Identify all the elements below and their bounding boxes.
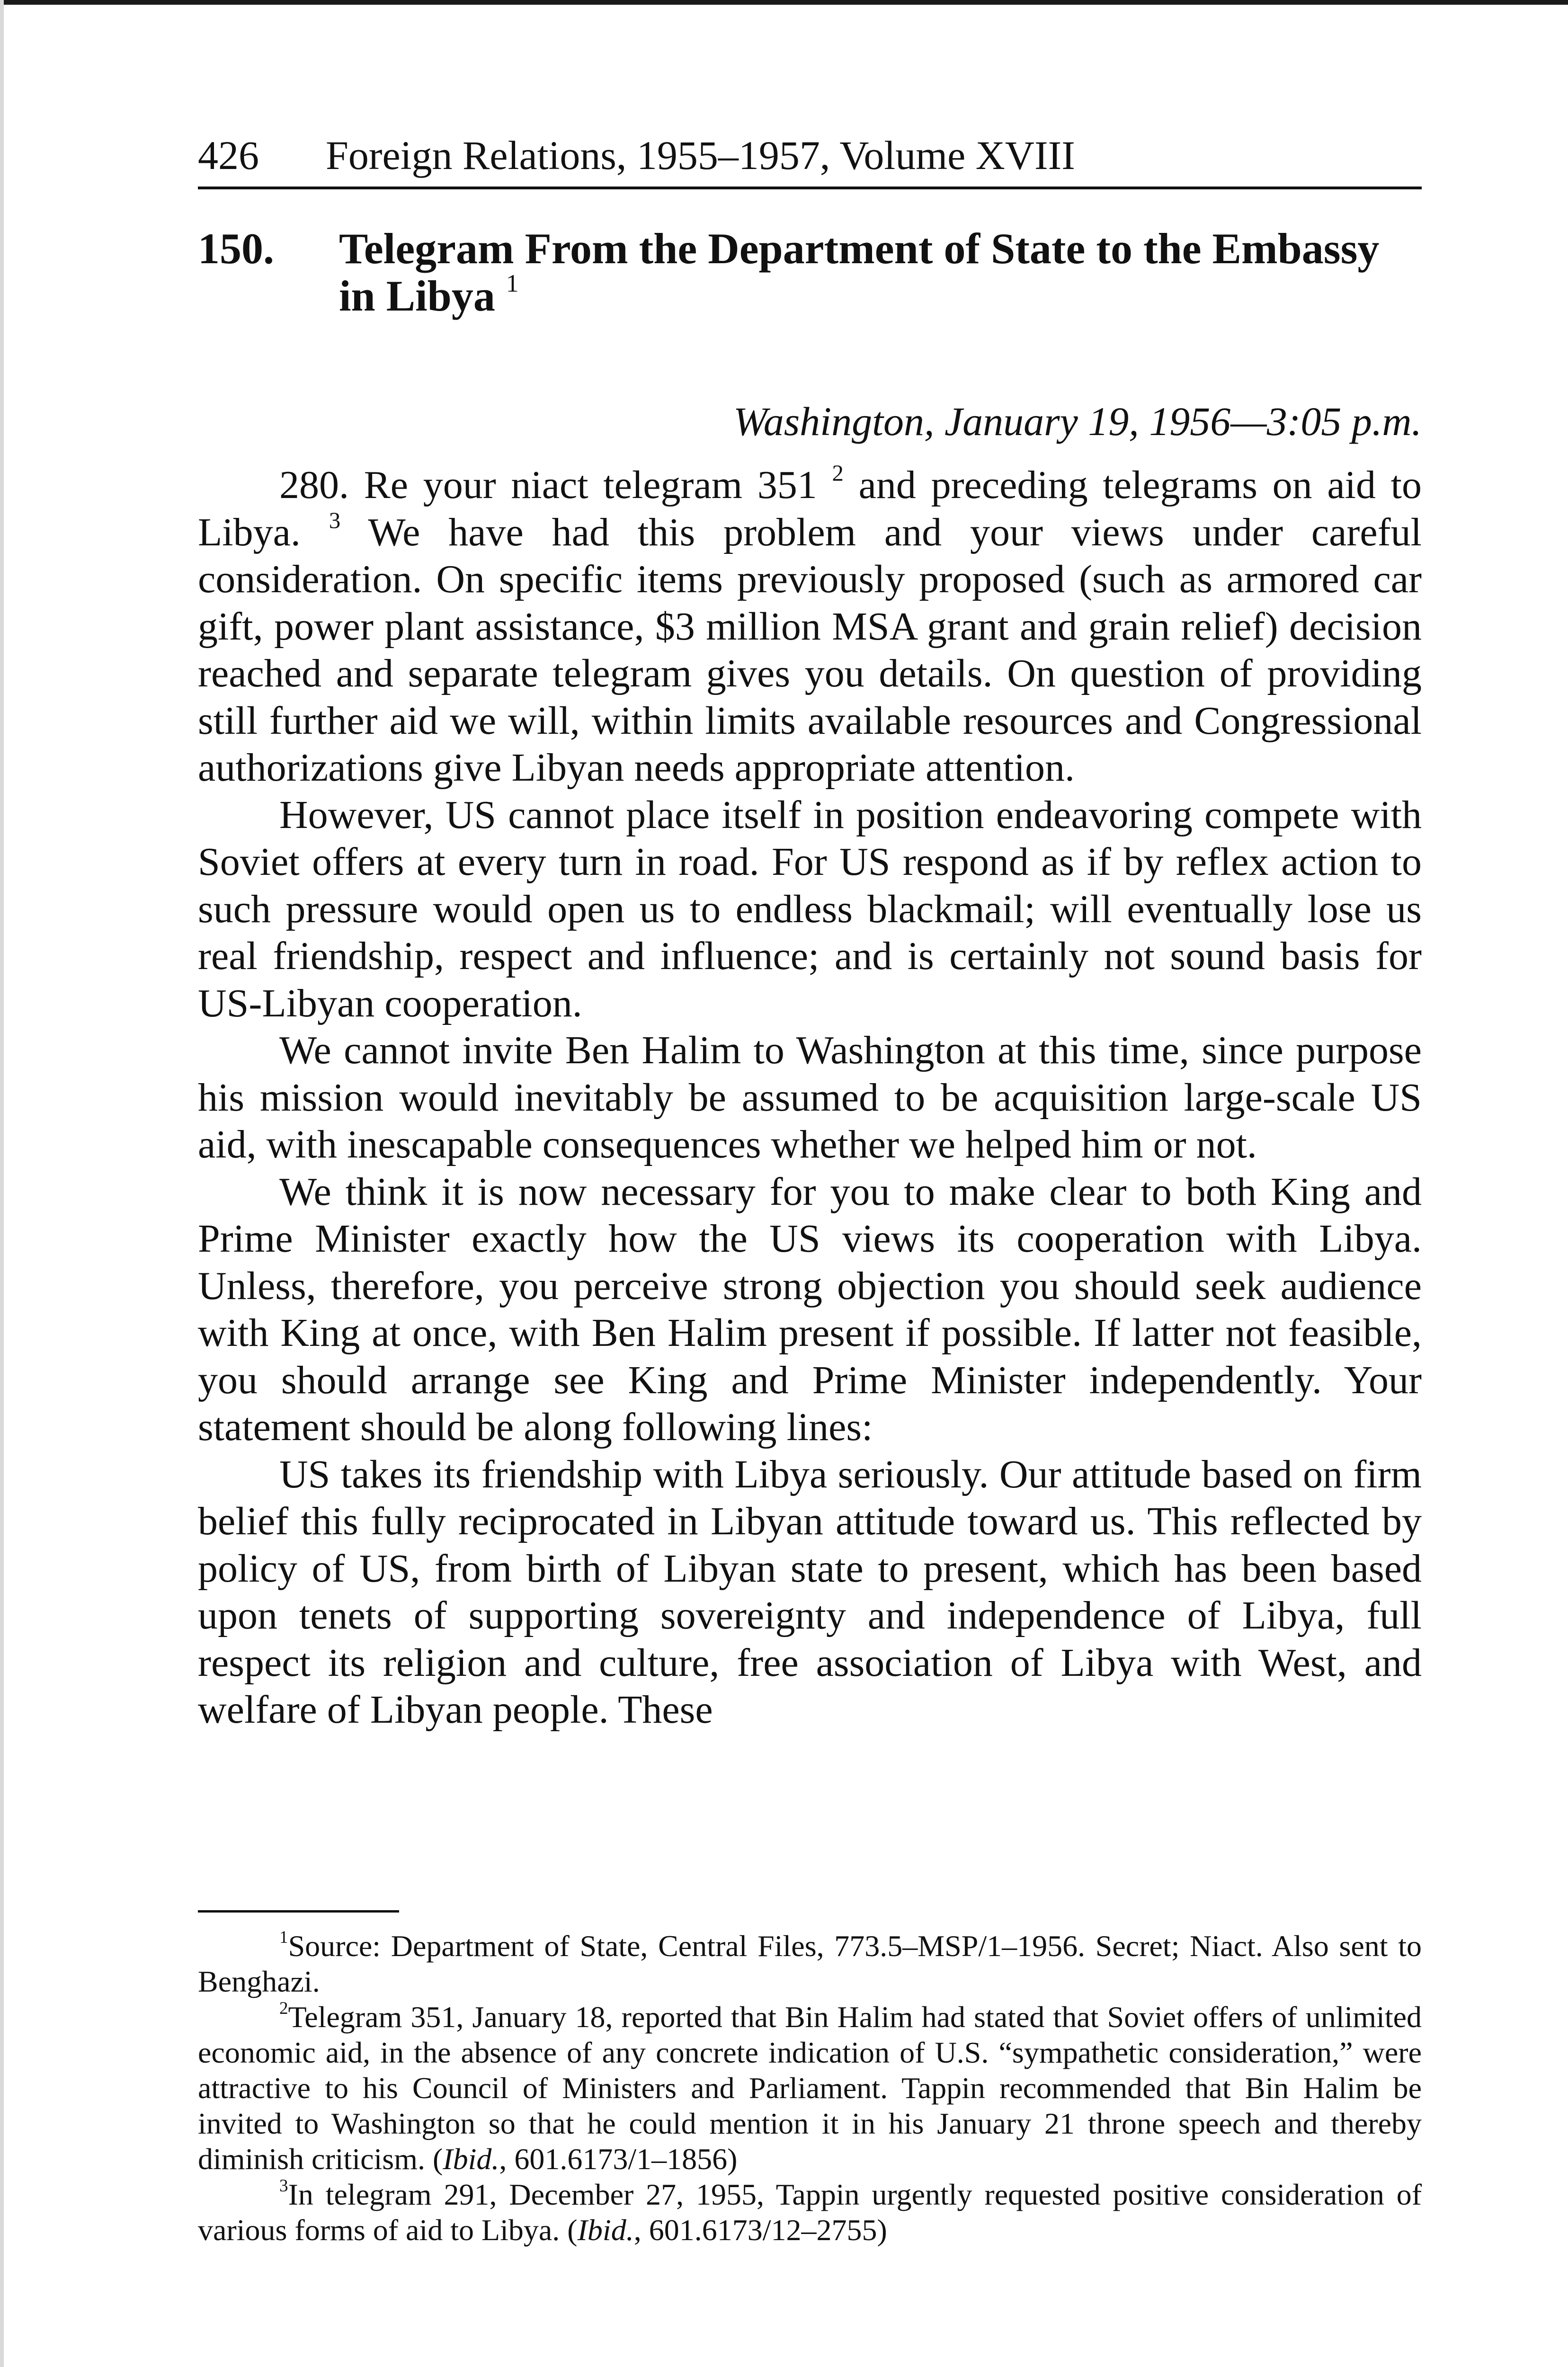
footnote-marker-2: 2 <box>279 1999 288 2019</box>
footnote-2-text: Telegram 351, January 18, reported that Bin Halim had stated that Soviet offers of unlimited economic aid, in the absence of any concrete indication of U.S. “sympathetic consideration,” were attractive to his Council of Ministers and Parliament. Tappin recommended that Bin Halim be invited to Washington so that he could mention it in his January 21 throne speech and thereby diminish criticism. ( <box>198 2000 1422 2176</box>
footnote-2-citation: , 601.6173/1–1856) <box>499 2142 738 2176</box>
page-number: 426 <box>198 133 259 178</box>
footnotes <box>198 1928 1422 2248</box>
footnote-ref-2: 2 <box>832 460 844 486</box>
footnote-ref-1: 1 <box>506 268 519 297</box>
footnote-3-citation: , 601.6173/12–2755) <box>633 2213 887 2247</box>
dateline: Washington, January 19, 1956—3:05 p.m. <box>733 399 1422 444</box>
paragraph-1-part-2: and preceding telegrams on aid to Libya. <box>198 463 1422 554</box>
footnote-1-text: Source: Department of State, Central Files, 773.5–MSP/1–1956. Secret; Niact. Also sent to Benghazi. <box>198 1929 1422 1998</box>
paragraph-1-part-1: 280. Re your niact telegram 351 <box>279 463 817 507</box>
footnote-2-ibid: Ibid. <box>443 2142 499 2176</box>
footnote-marker-1: 1 <box>279 1928 288 1948</box>
paragraph-2: However, US cannot place itself in position endeavoring compete with Soviet offers at every turn in road. For US respond as if by reflex action to such pressure would open us to endless blackmail; will eventually lose us real friendship, respect and influence; and is certainly not sound basis for US-Libyan cooperation. <box>198 792 1422 1025</box>
page-top-edge <box>0 0 1568 5</box>
footnote-2 <box>198 1999 1422 2177</box>
telegram-body <box>198 462 1422 1734</box>
footnote-marker-3: 3 <box>279 2176 288 2196</box>
paragraph-3: We cannot invite Ben Halim to Washington at this time, since purpose his mission would inevitably be assumed to be acquisition large-scale US aid, with inescapable consequences whether we helped him or not. <box>198 1028 1422 1166</box>
footnote-3-ibid: Ibid. <box>577 2213 634 2247</box>
paragraph-4: We think it is now necessary for you to make clear to both King and Prime Minister exactly how the US views its cooperation with Libya. Unless, therefore, you perceive strong objection you should seek audience with King at once, with Ben Halim present if possible. If latter not feasible, you should arrange see King and Prime Minister independently. Your statement should be along following lines: <box>198 1169 1422 1449</box>
footnote-divider <box>198 1910 399 1913</box>
footnote-1 <box>198 1928 1422 1999</box>
running-header <box>198 132 1422 189</box>
document-title-block <box>339 225 1422 320</box>
footnote-3 <box>198 2177 1422 2248</box>
document-title: Telegram From the Department of State to the Embassy in Libya <box>339 224 1380 320</box>
running-title: Foreign Relations, 1955–1957, Volume XVIII <box>326 133 1075 178</box>
page-left-edge <box>0 0 4 2367</box>
footnote-3-text: In telegram 291, December 27, 1955, Tappin urgently requested positive consideration of various forms of aid to Libya. ( <box>198 2178 1422 2247</box>
footnote-ref-3: 3 <box>329 507 341 533</box>
document-number: 150. <box>198 224 274 273</box>
paragraph-1 <box>198 462 1422 792</box>
paragraph-1-part-3: We have had this problem and your views under careful consideration. On specific items previously proposed (such as armored car gift, power plant assistance, $3 million MSA grant and grain relief) decision reached and separate telegram gives you details. On question of providing still further aid we will, within limits available resources and Congressional authorizations give Libyan needs appropriate attention. <box>198 510 1422 790</box>
paragraph-5: US takes its friendship with Libya seriously. Our attitude based on firm belief this fully reciprocated in Libyan attitude toward us. This reflected by policy of US, from birth of Libyan state to present, which has been based upon tenets of supporting sovereignty and independence of Libya, full respect its religion and culture, free association of Libya with West, and welfare of Libyan people. These <box>198 1452 1422 1732</box>
